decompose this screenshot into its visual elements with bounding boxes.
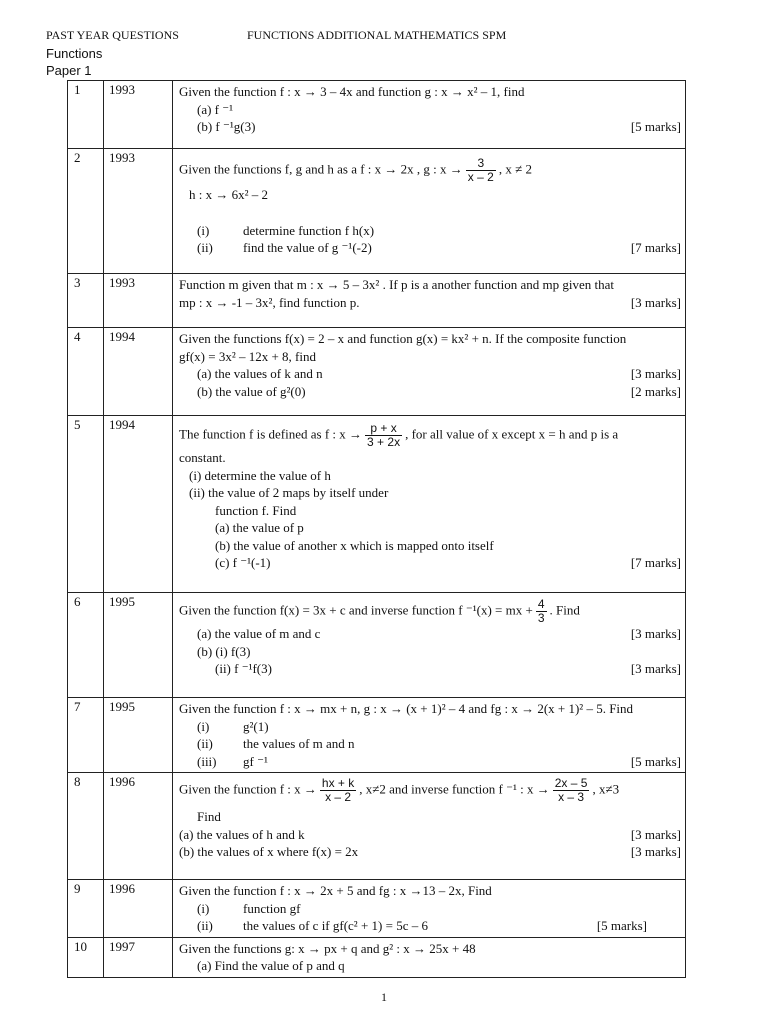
header-left: PAST YEAR QUESTIONS bbox=[46, 28, 179, 42]
question-line: gf(x) = 3x² – 12x + 8, find bbox=[179, 348, 316, 364]
question-line: Function m given that m : x → 5 – 3x² . If p is a another function and mp given that bbox=[179, 277, 614, 292]
table-row bbox=[68, 698, 686, 773]
question-line: mp : x → -1 – 3x², find function p. [3 marks] bbox=[179, 294, 681, 310]
question-line: (a) the value of m and c [3 marks] bbox=[197, 626, 681, 641]
question-year: 1995 bbox=[104, 698, 173, 773]
question-number: 10 bbox=[68, 937, 104, 977]
question-text bbox=[173, 274, 686, 328]
question-line: (ii) the values of m and n bbox=[197, 736, 355, 751]
question-line: Given the function f : x → mx + n, g : x → (x + 1)² – 4 and fg : x → 2(x + 1)² – 5. Find bbox=[179, 701, 634, 716]
marks-label: [3 marks] bbox=[630, 826, 681, 842]
question-year: 1994 bbox=[104, 416, 173, 593]
question-line: Given the function f : x → 3 – 4x and function g : x → x² – 1, find bbox=[179, 84, 525, 99]
question-year: 1996 bbox=[104, 880, 173, 938]
section-title: Functions bbox=[46, 46, 103, 61]
question-text bbox=[173, 149, 686, 274]
fraction: $\frac{2x - 5}{x - 3}$ bbox=[554, 776, 588, 804]
question-line: Given the function f : x → 2x + 5 and fg : x →13 – 2x, Find bbox=[179, 883, 492, 898]
fraction: $\frac{p + x}{3 + 2x}$ bbox=[367, 421, 401, 449]
question-line: (i) function gf bbox=[197, 900, 301, 916]
question-text bbox=[173, 880, 686, 938]
table-row bbox=[68, 937, 686, 977]
question-number: 2 bbox=[68, 149, 104, 274]
question-line: The function f is defined as f : x → $\frac{p + x}{3 + 2x}$ , for all value of x except x = h and p is a bbox=[179, 421, 619, 449]
question-line: (a) the values of k and n [3 marks] bbox=[197, 366, 681, 381]
question-line: (i) g²(1) bbox=[197, 718, 269, 734]
marks-label: [3 marks] bbox=[630, 661, 681, 676]
question-number: 5 bbox=[68, 416, 104, 593]
question-year: 1997 bbox=[104, 937, 173, 977]
question-number: 9 bbox=[68, 880, 104, 938]
question-line: constant. bbox=[179, 450, 226, 465]
question-line: (iii) gf ⁻¹ [5 marks] bbox=[197, 753, 681, 769]
table-row bbox=[68, 880, 686, 938]
question-line: (b) the values of x where f(x) = 2x [3 marks] bbox=[179, 844, 681, 859]
question-line: (ii) f ⁻¹f(3) [3 marks] bbox=[215, 661, 681, 676]
marks-label: [3 marks] bbox=[630, 626, 681, 641]
question-line: (i) determine function f h(x) bbox=[197, 222, 375, 238]
question-text bbox=[173, 328, 686, 416]
table-row bbox=[68, 416, 686, 593]
question-line: (b) the value of g²(0) [2 marks] bbox=[197, 383, 681, 399]
marks-label: [3 marks] bbox=[630, 366, 681, 381]
marks-label: [7 marks] bbox=[630, 555, 681, 570]
question-line: Given the functions f(x) = 2 – x and function g(x) = kx² + n. If the composite function bbox=[179, 331, 627, 346]
questions-table bbox=[67, 80, 686, 978]
fraction: $\frac{3}{x - 2}$ bbox=[467, 156, 494, 184]
table-row bbox=[68, 274, 686, 328]
question-line: Given the functions f, g and h as a f : x → 2x , g : x → $\frac{3}{x - 2}$ , x ≠ 2 bbox=[179, 156, 532, 184]
question-line: (ii) find the value of g ⁻¹(-2) [7 marks] bbox=[197, 240, 681, 255]
question-line: Find bbox=[197, 809, 221, 824]
question-line: (ii) the values of c if gf(c² + 1) = 5c – 6 [5 marks] bbox=[197, 918, 647, 933]
question-line: (i) determine the value of h bbox=[189, 467, 331, 483]
question-line: (a) Find the value of p and q bbox=[197, 958, 345, 973]
question-line: (b) the value of another x which is mapped onto itself bbox=[215, 537, 494, 553]
question-line: Given the function f : x → $\frac{hx + k}{x - 2}$ , x≠2 and inverse function f ⁻¹ : x → $\frac{2x - 5}{x - 3}$ , x≠3 bbox=[179, 776, 620, 804]
question-year: 1994 bbox=[104, 328, 173, 416]
question-line: (c) f ⁻¹(-1) [7 marks] bbox=[215, 555, 681, 570]
question-year: 1993 bbox=[104, 81, 173, 149]
marks-label: [5 marks] bbox=[630, 753, 681, 769]
question-line: (a) the value of p bbox=[215, 520, 304, 535]
question-year: 1993 bbox=[104, 274, 173, 328]
question-line: (a) the values of h and k [3 marks] bbox=[179, 826, 681, 842]
question-text bbox=[173, 773, 686, 880]
table-row bbox=[68, 149, 686, 274]
header-center: FUNCTIONS ADDITIONAL MATHEMATICS SPM bbox=[247, 28, 507, 42]
marks-label: [3 marks] bbox=[630, 844, 681, 859]
question-year: 1996 bbox=[104, 773, 173, 880]
question-text bbox=[173, 593, 686, 698]
question-text bbox=[173, 416, 686, 593]
question-number: 3 bbox=[68, 274, 104, 328]
table-row bbox=[68, 328, 686, 416]
question-line: (b) (i) f(3) bbox=[197, 643, 251, 659]
marks-label: [5 marks] bbox=[630, 119, 681, 134]
page-number: 1 bbox=[381, 990, 387, 1004]
question-number: 6 bbox=[68, 593, 104, 698]
question-text bbox=[173, 937, 686, 977]
question-line: (a) f ⁻¹ bbox=[197, 101, 234, 117]
table-row bbox=[68, 81, 686, 149]
question-text bbox=[173, 698, 686, 773]
table-row bbox=[68, 773, 686, 880]
marks-label: [3 marks] bbox=[630, 294, 681, 310]
question-number: 4 bbox=[68, 328, 104, 416]
question-year: 1993 bbox=[104, 149, 173, 274]
fraction: $\frac{4}{3}$ bbox=[537, 597, 545, 625]
paper-label: Paper 1 bbox=[46, 63, 92, 78]
question-line: (b) f ⁻¹g(3) [5 marks] bbox=[197, 119, 681, 134]
question-text bbox=[173, 81, 686, 149]
question-line: Given the function f(x) = 3x + c and inverse function f ⁻¹(x) = mx + $\frac{4}{3}$ . Find bbox=[179, 597, 580, 625]
question-line: h : x → 6x² – 2 bbox=[189, 187, 269, 202]
question-number: 8 bbox=[68, 773, 104, 880]
question-line: (ii) the value of 2 maps by itself under bbox=[189, 485, 389, 500]
question-number: 1 bbox=[68, 81, 104, 149]
marks-label: [2 marks] bbox=[630, 383, 681, 399]
table-row bbox=[68, 593, 686, 698]
question-line: Given the functions g: x → px + q and g² : x → 25x + 48 bbox=[179, 940, 476, 956]
question-year: 1995 bbox=[104, 593, 173, 698]
marks-label: [7 marks] bbox=[630, 240, 681, 255]
question-number: 7 bbox=[68, 698, 104, 773]
marks-label: [5 marks] bbox=[596, 918, 647, 933]
question-line: function f. Find bbox=[215, 502, 297, 518]
fraction: $\frac{hx + k}{x - 2}$ bbox=[321, 776, 355, 804]
